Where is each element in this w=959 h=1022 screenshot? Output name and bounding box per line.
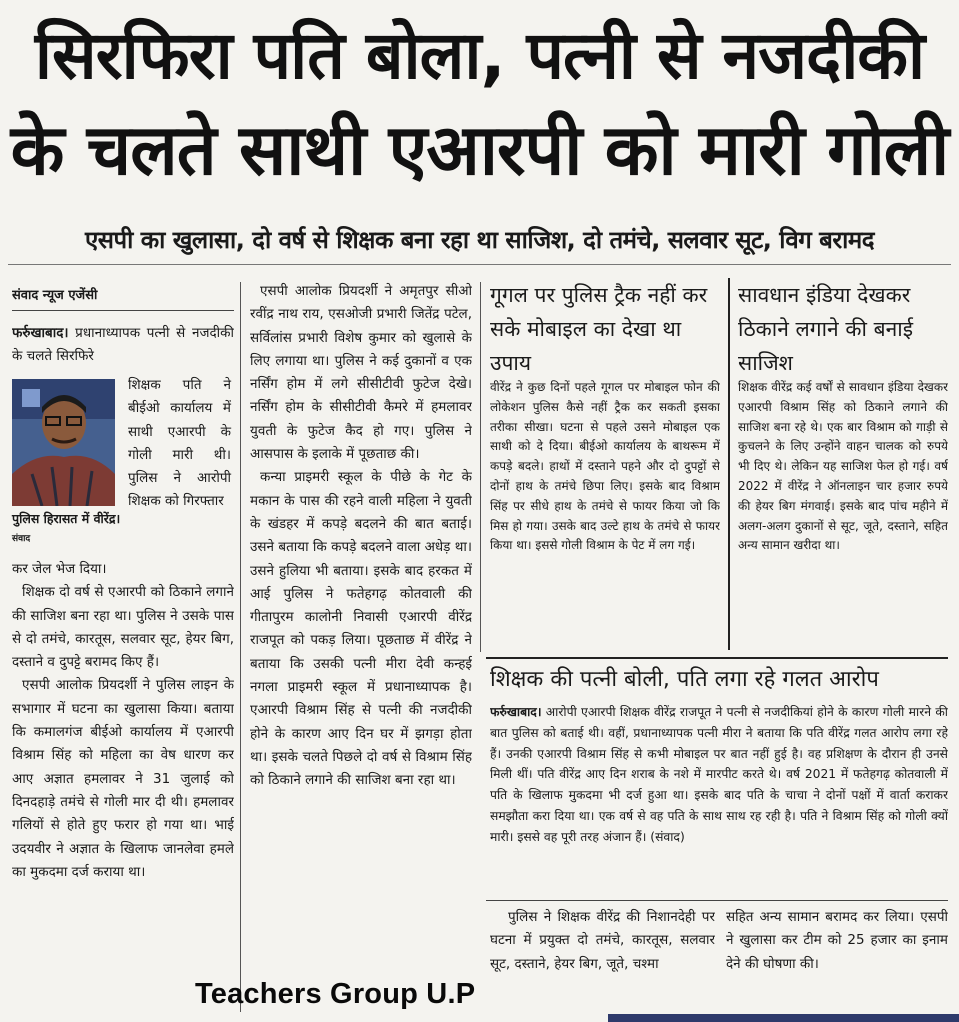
box-top-rule: [486, 657, 948, 659]
google-box-body: वीरेंद्र ने कुछ दिनों पहले गूगल पर मोबाइल फोन की लोकेशन पुलिस कैसे नहीं ट्रैक कर सकती इसका तरीका सीखा। घटना से पहले उसने मोबाइल एक साथी को दे दिया। बीईओ कार्यालय के बाथरूम में कपड़े बदले। हाथों में दस्ताने पहने और दो दुपट्टों से दोनों हाथ के तमंचे छिपा लिए। इसके बाद विश्राम सिंह पर सीधे हाथ के तमंचे से फायर किया जो कि मिस हो गया। उसके बाद उल्टे हाथ के तमंचे से फायर किया था। इससे गोली विश्राम के पेट में लग गई।: [490, 380, 720, 553]
column1-intro: फर्रुखाबाद। प्रधानाध्यापक पत्नी से नजदीकी के चलते सिरफिरे: [12, 325, 234, 365]
headline-line-2: के चलते साथी एआरपी को मारी गोली: [10, 109, 949, 191]
column-divider: [240, 282, 241, 1012]
column2-body: एसपी आलोक प्रियदर्शी ने अमृतपुर सीओ रवींद्र नाथ राय, एसओजी प्रभारी जितेंद्र पटेल, सर्विलांस प्रभारी विशेष कुमार को खुलासे के लिए लगाया था। पुलिस ने कई दुकानों व एक नर्सिंग होम में लगे सीसीटीवी फुटेज देखे। नर्सिंग होम के सीसीटीवी कैमरे में हमलावर युवती के फुटेज कैद हो गए। पुलिस ने आसपास के इलाके में पूछताछ की। कन्या प्राइमरी स्कूल के पीछे के गेट के मकान के पास की रहने वाली महिला ने युवती के खंडहर में कपड़े बदलने की बात बताई। उसने बताया कि कपड़े बदलने वाला अधेड़ था। उसने हुलिया भी बताया। इसके बाद हरकत में आई पुलिस ने फतेहगढ़ कोतवाली की गीतापुरम कालोनी निवासी एआरपी वीरेंद्र राजपूत को पकड़ लिया। पूछताछ में वीरेंद्र ने बताया कि उसकी पत्नी मीरा देवी कन्हई नगला प्राइमरी स्कूल में प्रधानाध्यापक है। एआरपी विश्राम सिंह से पत्नी की नजदीकी होने के कारण आए दिन घर में झगड़ा होता था। इसके चलते पिछले दो वर्ष से विश्राम सिंह को ठिकाने लगाने की साजिश बना रहा था।: [250, 283, 472, 789]
savdhan-box-body: शिक्षक वीरेंद्र कई वर्षों से सावधान इंडिया देखकर एआरपी विश्राम सिंह को ठिकाने लगाने की साजिश बना रहे थे। एक बार विश्राम को गाड़ी से कुचलने के लिए उन्होंने वाहन चालक को रुपये भी दिए थे। लेकिन यह साजिश फेल हो गई। वर्ष 2022 में वीरेंद्र ने ऑनलाइन चार हजार रुपये की हेयर बिग मंगवाई। इसके बाद पांच महीने में अलग-अलग दुकानों से सूट, जूते, दस्ताने, सहित अन्य सामान खरीदा था।: [738, 380, 948, 553]
savdhan-box-heading: सावधान इंडिया देखकर ठिकाने लगाने की बनाई साजिश: [738, 283, 914, 375]
bottom-strip: [608, 1014, 959, 1022]
photo-caption: पुलिस हिरासत में वीरेंद्र। संवाद: [12, 511, 121, 544]
bottom-left-text: पुलिस ने शिक्षक वीरेंद्र की निशानदेही पर घटना में प्रयुक्त दो तमंचे, कारतूस, सलवार सूट, दस्ताने, हेयर बिग, जूते, चश्मा: [490, 909, 715, 972]
watermark: Teachers Group U.P: [195, 978, 476, 1010]
headline-line-1: सिरफिरा पति बोला, पत्नी से नजदीकी: [34, 17, 925, 94]
box-divider: [728, 278, 730, 650]
subheadline: एसपी का खुलासा, दो वर्ष से शिक्षक बना रहा था साजिश, दो तमंचे, सलवार सूट, विग बरामद: [85, 226, 874, 254]
wife-box-body: फर्रुखाबाद। आरोपी एआरपी शिक्षक वीरेंद्र राजपूत ने पत्नी से नजदीकियां होने के कारण गोली मारने की बात पुलिस को बताई थी। वहीं, प्रधानाध्यापक पत्नी मीरा ने बताया कि पति वीरेंद्र गलत आरोप लगा रहे हैं। उनकी एआरपी विश्राम सिंह से कभी मोबाइल पर बात नहीं हुई है। वह प्रशिक्षण के दौरान ही उनसे मिली थीं। पति वीरेंद्र आए दिन शराब के नशे में मारपीट करते थे। वर्ष 2021 में फतेहगढ़ कोतवाली में पति के खिलाफ मुकदमा भी दर्ज हुआ था। इसके बाद पति के चाचा ने दोनों पक्षों में वार्ता कराकर समझौता करा दिया था। एक वर्ष से वह पति के साथ साथ रह रही है। पति ने विश्राम सिंह को गोली क्यों मारी। इससे वह पूरी तरह अंजान हैं। (संवाद): [490, 705, 948, 844]
column1-wrap-text: शिक्षक पति ने बीईओ कार्यालय में साथी एआरपी के गोली मारी थी। पुलिस ने आरोपी शिक्षक को गिरफ्तार: [128, 377, 231, 510]
google-box-heading: गूगल पर पुलिस ट्रैक नहीं कर सके मोबाइल का देखा था उपाय: [490, 283, 708, 375]
column1-body: कर जेल भेज दिया। शिक्षक दो वर्ष से एआरपी को ठिकाने लगाने की साजिश बना रहा था। पुलिस ने उसके पास से दो तमंचे, कारतूस, सलवार सूट, हेयर बिग, दस्ताने व दुपट्टे बरामद किए हैं। एसपी आलोक प्रियदर्शी ने पुलिस लाइन के सभागार में घटना का खुलासा किया। बताया कि कमालगंज बीईओ कार्यालय में एआरपी विश्राम सिंह को महिला का वेष धारण कर आए अज्ञात हमलावर ने 31 जुलाई को दिनदहाड़े तमंचे से गोली मार दी थी। हमलावर गलियों से होते हुए फरार हो गया था। भाई उदयवीर ने अज्ञात के खिलाफ जानलेवा हमले का मुकदमा दर्ज कराया था।: [12, 561, 234, 880]
bottom-right-text: सहित अन्य सामान बरामद कर लिया। एसपी ने खुलासा कर टीम को 25 हजार का इनाम देने की घोषणा की।: [726, 909, 948, 972]
photo-veerendra: [12, 379, 115, 506]
divider: [8, 264, 951, 265]
box-bottom-rule: [486, 900, 948, 901]
byline: संवाद न्यूज एजेंसी: [12, 288, 98, 303]
column-divider: [480, 282, 481, 652]
wife-box-heading: शिक्षक की पत्नी बोली, पति लगा रहे गलत आरोप: [490, 667, 879, 692]
byline-divider: [12, 310, 234, 311]
